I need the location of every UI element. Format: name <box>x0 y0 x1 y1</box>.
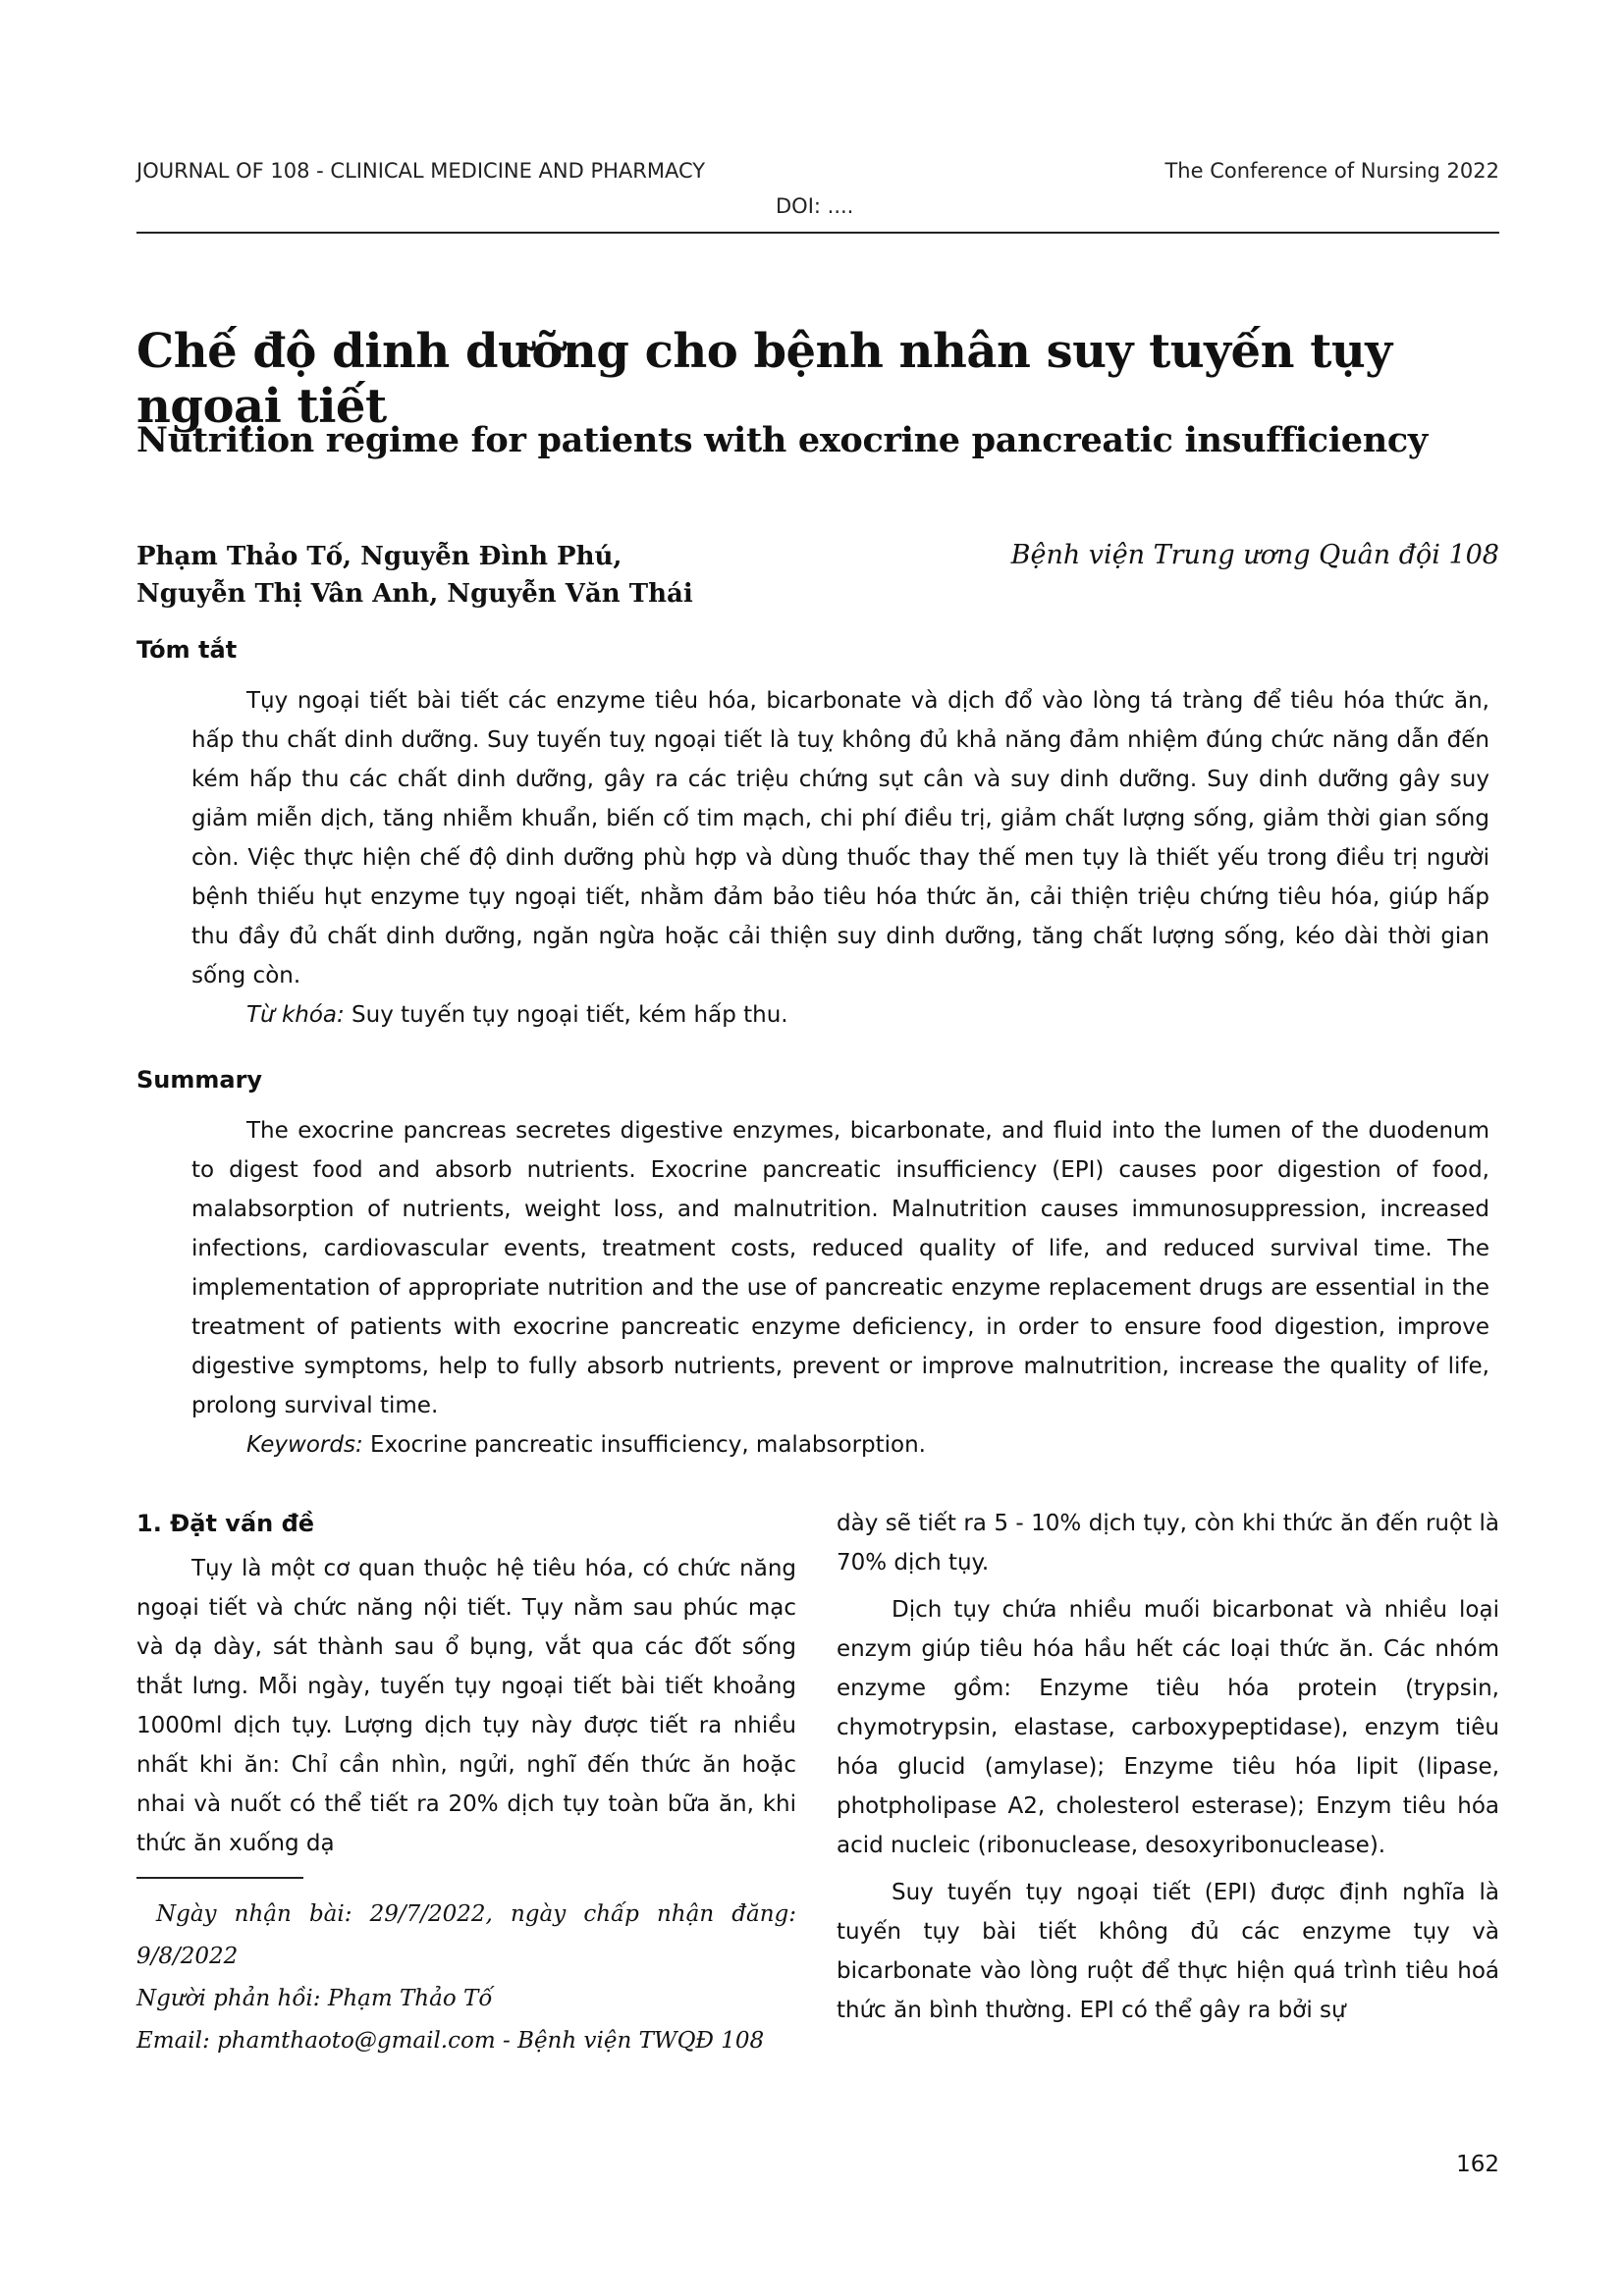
author-line-2: Nguyễn Thị Vân Anh, Nguyễn Văn Thái <box>136 579 693 609</box>
title-english: Nutrition regime for patients with exocrine pancreatic insufficiency <box>136 420 1428 460</box>
abstract-vi-text: Tụy ngoại tiết bài tiết các enzyme tiêu hóa, bicarbonate và dịch đổ vào lòng tá tràng để tiêu hóa thức ăn, hấp thu chất dinh dưỡng. Suy tuyến tuỵ ngoại tiết là tuỵ không đủ khả năng đảm nhiệm đúng chức năng dẫn đến kém hấp thu các chất dinh dưỡng, gây ra các triệu chứng sụt cân và suy dinh dưỡng. Suy dinh dưỡng gây suy giảm miễn dịch, tăng nhiễm khuẩn, biến cố tim mạch, chi phí điều trị, giảm chất lượng sống, giảm thời gian sống còn. Việc thực hiện chế độ dinh dưỡng phù hợp và dùng thuốc thay thế men tụy là thiết yếu trong điều trị người bệnh thiếu hụt enzyme tụy ngoại tiết, nhằm đảm bảo tiêu hóa thức ăn, cải thiện triệu chứng tiêu hóa, giúp hấp thu đầy đủ chất dinh dưỡng, ngăn ngừa hoặc cải thiện suy dinh dưỡng, tăng chất lượng sống, kéo dài thời gian sống còn. <box>191 688 1489 988</box>
title-vietnamese: Chế độ dinh dưỡng cho bệnh nhân suy tuyến tụy ngoại tiết <box>136 324 1392 434</box>
affiliation: Bệnh viện Trung ương Quân đội 108 <box>1010 540 1499 570</box>
abstract-en-text: The exocrine pancreas secretes digestive enzymes, bicarbonate, and fluid into the lumen of the duodenum to digest food and absorb nutrients. Exocrine pancreatic insufficiency (EPI) causes poor digestion of food, malabsorption of nutrients, weight loss, and malnutrition. Malnutrition causes immunosuppression, increased infections, cardiovascular events, treatment costs, reduced quality of life, and reduced survival time. The implementation of appropriate nutrition and the use of pancreatic enzyme replacement drugs are essential in the treatment of patients with exocrine pancreatic enzyme deficiency, in order to ensure food digestion, improve digestive symptoms, help to fully absorb nutrients, prevent or improve malnutrition, increase the quality of life, prolong survival time. <box>191 1118 1489 1418</box>
footnote-rule <box>136 1877 303 1879</box>
keywords-en-label: Keywords: <box>246 1432 363 1458</box>
footnote-email: Email: phamthaoto@gmail.com - Bệnh viện TWQĐ 108 <box>136 2028 765 2054</box>
abstract-vi <box>191 681 1489 1035</box>
keywords-vi-label: Từ khóa: <box>246 1002 345 1028</box>
keywords-en <box>191 1425 1489 1465</box>
summary-heading: Summary <box>136 1066 263 1094</box>
header-rule <box>136 232 1499 234</box>
keywords-vi-value: Suy tuyến tụy ngoại tiết, kém hấp thu. <box>344 1002 788 1028</box>
footnote-dates: Ngày nhận bài: 29/7/2022, ngày chấp nhận đăng: 9/8/2022 <box>136 1901 796 1969</box>
footnote-correspondent: Người phản hồi: Phạm Thảo Tố <box>136 1986 493 2011</box>
author-line-1: Phạm Thảo Tố, Nguyễn Đình Phú, <box>136 542 622 571</box>
conference-name: The Conference of Nursing 2022 <box>1164 159 1499 183</box>
section-1-para-1: Tụy là một cơ quan thuộc hệ tiêu hóa, có chức năng ngoại tiết và chức năng nội tiết. Tụy nằm sau phúc mạc và dạ dày, sát thành sau ổ bụng, vắt qua các đốt sống thắt lưng. Mỗi ngày, tuyến tụy ngoại tiết bài tiết khoảng 1000ml dịch tụy. Lượng dịch tụy này được tiết ra nhiều nhất khi ăn: Chỉ cần nhìn, ngửi, nghĩ đến thức ăn hoặc nhai và nuốt có thể tiết ra 20% dịch tụy toàn bữa ăn, khi thức ăn xuống dạ <box>136 1556 796 1856</box>
left-column <box>136 1504 796 1863</box>
abstract-vi-heading: Tóm tắt <box>136 636 238 664</box>
keywords-en-value: Exocrine pancreatic insufficiency, malabsorption. <box>362 1432 926 1458</box>
journal-name: JOURNAL OF 108 - CLINICAL MEDICINE AND PHARMACY <box>136 159 706 183</box>
doi: DOI: .... <box>776 194 854 218</box>
abstract-en <box>191 1111 1489 1465</box>
section-1-heading: 1. Đặt vấn đề <box>136 1510 315 1537</box>
right-column <box>837 1504 1499 2030</box>
section-1-para-3: Suy tuyến tụy ngoại tiết (EPI) được định nghĩa là tuyến tụy bài tiết không đủ các enzyme tụy và bicarbonate vào lòng ruột để thực hiện quá trình tiêu hoá thức ăn bình thường. EPI có thể gây ra bởi sự <box>837 1880 1499 2023</box>
section-1-para-1-cont: dày sẽ tiết ra 5 - 10% dịch tụy, còn khi thức ăn đến ruột là 70% dịch tụy. <box>837 1511 1499 1575</box>
section-1-para-2: Dịch tụy chứa nhiều muối bicarbonat và nhiều loại enzym giúp tiêu hóa hầu hết các loại thức ăn. Các nhóm enzyme gồm: Enzyme tiêu hóa protein (trypsin, chymotrypsin, elastase, carboxypeptidase), enzym tiêu hóa glucid (amylase); Enzyme tiêu hóa lipit (lipase, photpholipase A2, cholesterol esterase); Enzym tiêu hóa acid nucleic (ribonuclease, desoxyribonuclease). <box>837 1597 1499 1858</box>
footnote <box>136 1894 796 2062</box>
keywords-vi <box>191 995 1489 1035</box>
page-number: 162 <box>1456 2152 1499 2177</box>
author-list <box>136 538 693 613</box>
